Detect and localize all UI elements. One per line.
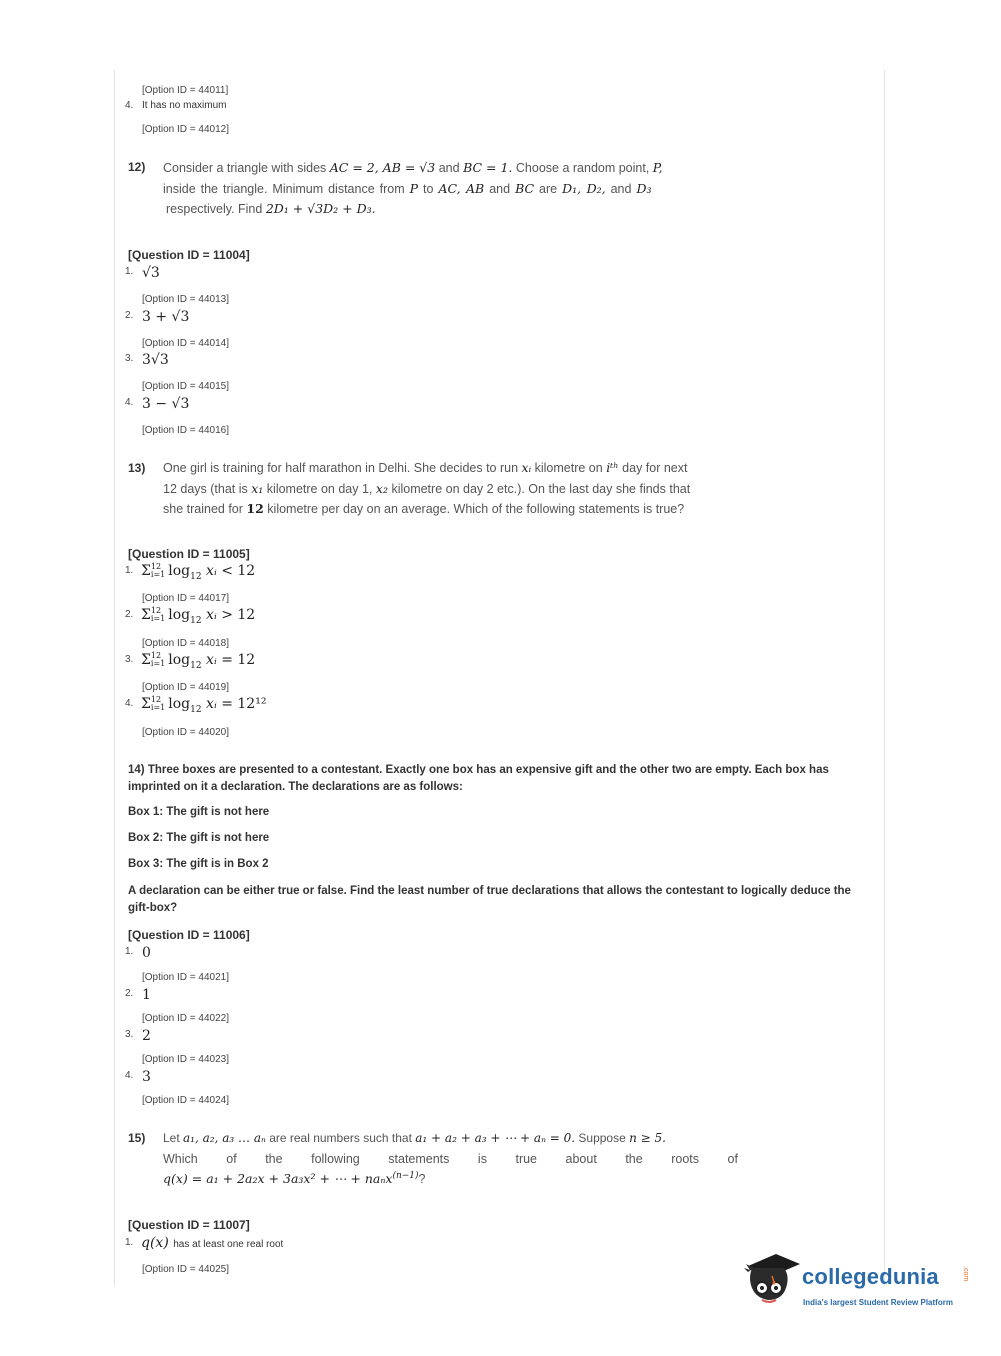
question-14-text: 14) Three boxes are presented to a contestant. Exactly one box has an expensive gift and the other two are empty. Each box has imprinted on it a declaration. The declarations are as follows: bbox=[128, 764, 829, 793]
question-14-prompt: A declaration can be either true or false. Find the least number of true declarations that allows the contestant to logically deduce the gift-box? bbox=[128, 885, 851, 914]
option-id: [Option ID = 44021] bbox=[142, 972, 230, 983]
collegedunia-logo bbox=[742, 1248, 972, 1318]
option-value: 0 bbox=[142, 945, 151, 961]
option-id: [Option ID = 44012] bbox=[142, 124, 230, 135]
option-id: [Option ID = 44016] bbox=[142, 425, 230, 436]
option-value: √3 bbox=[142, 265, 160, 281]
question-number: 12) bbox=[128, 160, 146, 174]
question-12-text: Consider a triangle with sides AC = 2, AB = √3 and BC = 1. Choose a random point, P, inside the triangle. Minimum distance from P to AC, AB and BC are D₁, D₂, and D₃ respectively. Find 2D₁ + √3D₂ + D₃. bbox=[163, 160, 663, 216]
option-value: q(x) has at least one real root bbox=[141, 1235, 284, 1251]
mascot-icon bbox=[742, 1248, 800, 1314]
option-number: 3. bbox=[125, 1029, 134, 1040]
option-value: 3 + √3 bbox=[142, 309, 190, 325]
option-text: It has no maximum bbox=[142, 100, 227, 111]
option-value: Σ 12 i=1 $\log_{12}$ xᵢ < 12 bbox=[141, 562, 256, 582]
option-id: [Option ID = 44019] bbox=[142, 682, 230, 693]
brand-name: collegedunia bbox=[802, 1264, 939, 1289]
option-value: Σ 12 i=1 $\log_{12}$ xᵢ = 12 bbox=[141, 651, 256, 671]
option-number: 2. bbox=[125, 609, 134, 620]
option-value: 3√3 bbox=[142, 352, 169, 368]
declaration-box-3: Box 3: The gift is in Box 2 bbox=[128, 858, 269, 870]
option-id: [Option ID = 44025] bbox=[142, 1264, 230, 1275]
option-id: [Option ID = 44011] bbox=[142, 85, 229, 96]
option-id: [Option ID = 44013] bbox=[142, 294, 230, 305]
option-value: Σ 12 i=1 $\log_{12}$ xᵢ > 12 bbox=[141, 606, 256, 626]
option-value: Σ 12 i=1 $\log_{12}$ xᵢ = 12¹² bbox=[141, 695, 267, 715]
question-id: [Question ID = 11004] bbox=[128, 248, 250, 262]
option-id: [Option ID = 44018] bbox=[142, 638, 230, 649]
question-number: 13) bbox=[128, 461, 146, 475]
option-id: [Option ID = 44014] bbox=[142, 338, 230, 349]
option-number: 3. bbox=[125, 654, 134, 665]
option-number: 2. bbox=[125, 988, 134, 999]
option-number: 1. bbox=[125, 946, 134, 957]
brand-domain: .com bbox=[962, 1266, 969, 1282]
brand-tagline: India's largest Student Review Platform bbox=[803, 1298, 953, 1307]
option-id: [Option ID = 44015] bbox=[142, 381, 230, 392]
option-number: 4. bbox=[125, 1070, 134, 1081]
option-number: 3. bbox=[125, 353, 134, 364]
option-id: [Option ID = 44023] bbox=[142, 1054, 230, 1065]
question-id: [Question ID = 11006] bbox=[128, 928, 250, 942]
question-id: [Question ID = 11005] bbox=[128, 547, 250, 561]
option-value: 3 − √3 bbox=[142, 396, 190, 412]
option-id: [Option ID = 44017] bbox=[142, 593, 230, 604]
option-id: [Option ID = 44020] bbox=[142, 727, 230, 738]
right-margin-rule bbox=[884, 70, 885, 1286]
option-number: 2. bbox=[125, 310, 134, 321]
question-id: [Question ID = 11007] bbox=[128, 1218, 250, 1232]
option-number: 4. bbox=[125, 397, 134, 408]
question-15-line2: Which of the following statements is true about the roots of bbox=[163, 1151, 738, 1166]
option-number: 4. bbox=[125, 100, 134, 111]
left-margin-rule bbox=[114, 70, 115, 1286]
option-number: 1. bbox=[125, 266, 134, 277]
option-value: 3 bbox=[142, 1069, 151, 1085]
question-13-text: One girl is training for half marathon in Delhi. She decides to run xᵢ kilometre on iᵗʰ day for next 12 days (that is x₁ kilometre on day 1, x₂ kilometre on day 2 etc.). On the last day she finds that she trained for 12 kilometre per day on an average. Which of the following statements is true? bbox=[163, 460, 691, 516]
question-number: 15) bbox=[128, 1131, 146, 1145]
option-number: 1. bbox=[125, 565, 134, 576]
question-15-text: Let a₁, a₂, a₃ … aₙ are real numbers such that a₁ + a₂ + a₃ + ⋯ + aₙ = 0. Suppose n ≥ 5. Which of the following statements is true about the roots of q(x) = a₁ + 2a₂x + 3a₃x² + ⋯ + naₙx$^{(n-1)}$? bbox=[163, 1131, 738, 1186]
option-number: 4. bbox=[125, 698, 134, 709]
option-value: 1 bbox=[142, 987, 151, 1003]
option-value: 2 bbox=[142, 1028, 151, 1044]
declaration-box-1: Box 1: The gift is not here bbox=[128, 806, 270, 818]
option-id: [Option ID = 44022] bbox=[142, 1013, 230, 1024]
option-id: [Option ID = 44024] bbox=[142, 1095, 230, 1106]
declaration-box-2: Box 2: The gift is not here bbox=[128, 832, 270, 844]
option-number: 1. bbox=[125, 1237, 134, 1248]
